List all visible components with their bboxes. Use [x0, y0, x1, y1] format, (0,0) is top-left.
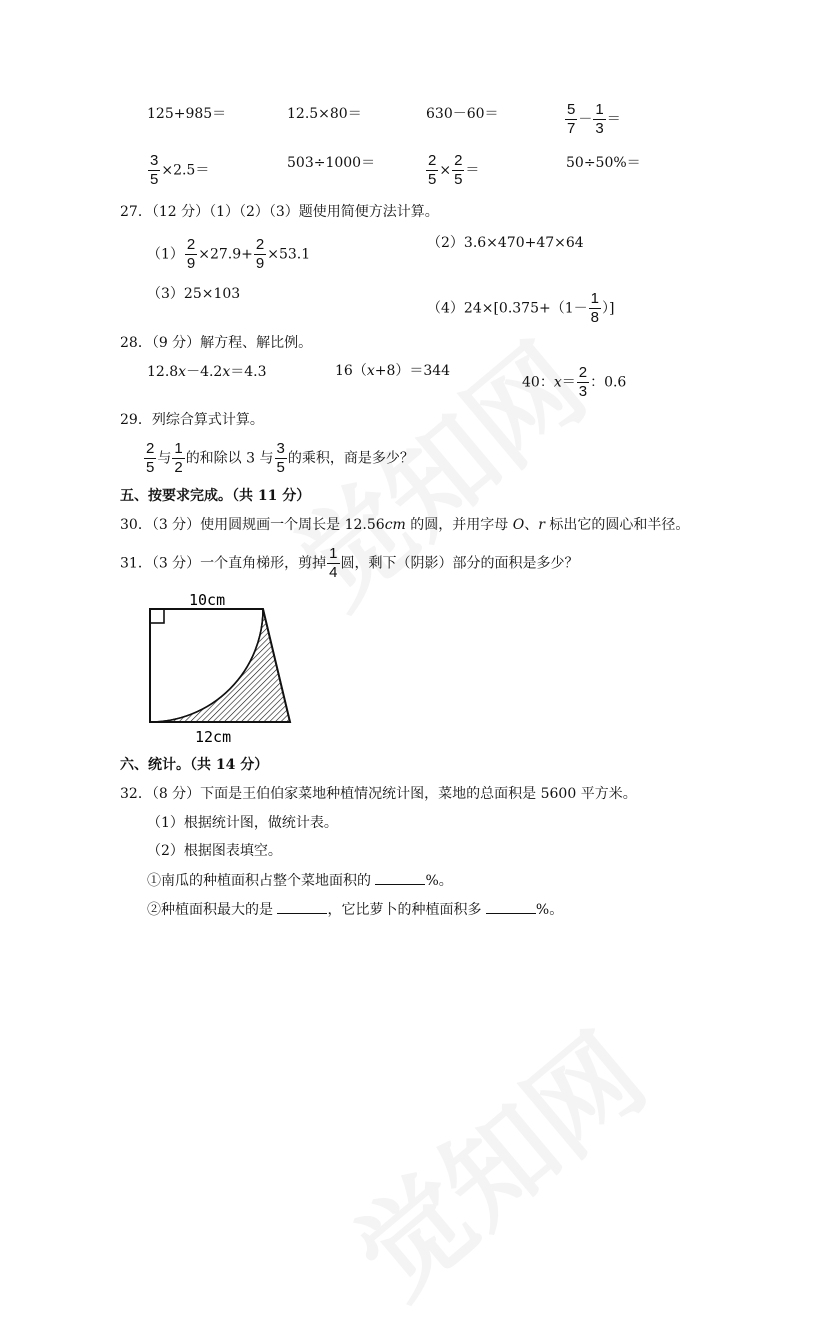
shaded-region [150, 609, 290, 722]
q32-item1: （1）根据统计图，做统计表。 [147, 815, 338, 831]
figure-bottom-label: 12cm [195, 728, 232, 746]
fraction: $\frac{1}{2}$ [174, 440, 183, 476]
calc-1: 125+985＝ [147, 106, 227, 122]
answer-blank[interactable] [375, 870, 425, 885]
q32-text: 32．（8 分）下面是王伯伯家菜地种植情况统计图，菜地的总面积是 5600 平方米。 [120, 786, 637, 802]
fraction: $\frac{2}{9}$ [186, 236, 196, 272]
answer-blank[interactable] [277, 899, 327, 914]
answer-blank[interactable] [486, 899, 536, 914]
fraction: $\frac{2}{5}$ [428, 152, 437, 188]
fraction: $\frac{3}{5}$ [276, 440, 285, 476]
q28-eq3: 40：x＝ $\frac{2}{3}$ ：0.6 [522, 364, 627, 400]
fraction: $\frac{2}{3}$ [578, 364, 588, 400]
q29-expression: $\frac{2}{5}$ 与 $\frac{1}{2}$ 的和除以 3 与 $\frac{3}{5}$ 的乘积，商是多少？ [146, 440, 414, 476]
q32-item2: （2）根据图表填空。 [147, 843, 282, 859]
fraction: $\frac{3}{5}$ [150, 152, 159, 188]
fraction: $\frac{1}{8}$ [590, 290, 599, 326]
trapezoid-figure [140, 585, 310, 750]
calc-8: 50÷50%＝ [566, 155, 641, 171]
calc-3: 630－60＝ [426, 106, 499, 122]
fraction: $\frac{1}{3}$ [595, 101, 604, 137]
q27-part1: （1） $\frac{2}{9}$ ×27.9+ $\frac{2}{9}$ ×53.1 [147, 236, 311, 272]
calc-7: $\frac{2}{5}$ × $\frac{2}{5}$ ＝ [428, 152, 480, 188]
calc-4: $\frac{5}{7}$ － $\frac{1}{3}$ ＝ [567, 101, 621, 137]
q28-eq1: 12.8x－4.2x＝4.3 [147, 364, 267, 380]
watermark-bottom [318, 992, 672, 1325]
fraction: $\frac{2}{9}$ [255, 236, 265, 272]
fraction: $\frac{2}{5}$ [454, 152, 463, 188]
right-angle-mark [150, 609, 164, 623]
section-5-heading: 五、按要求完成。（共 11 分） [120, 488, 311, 504]
calc-6: 503÷1000＝ [287, 155, 376, 171]
q31-text: 31．（3 分）一个直角梯形，剪掉 $\frac{1}{4}$ 圆，剩下（阴影）部分的面积是多少？ [120, 545, 579, 581]
calc-2: 12.5×80＝ [287, 106, 362, 122]
q27-part2: （2）3.6×470+47×64 [427, 235, 584, 251]
q27-part3: （3）25×103 [147, 286, 241, 302]
q28-title: 28．（9 分）解方程、解比例。 [120, 335, 313, 351]
q30-text: 30．（3 分）使用圆规画一个周长是 12.56cm 的圆，并用字母 O、r 标出它的圆心和半径。 [120, 517, 690, 533]
figure-top-label: 10cm [189, 591, 226, 609]
q32-fill2: ②种植面积最大的是 ，它比萝卜的种植面积多 %。 [147, 899, 563, 920]
calc-5: $\frac{3}{5}$ ×2.5＝ [150, 152, 210, 188]
fraction: $\frac{1}{4}$ [329, 545, 338, 581]
q27-part4: （4）24×[0.375+（1－ $\frac{1}{8}$ ）] [427, 290, 615, 326]
q29-title: 29．列综合算式计算。 [120, 412, 264, 428]
q28-eq2: 16（x+8）＝344 [335, 363, 451, 379]
q27-title: 27．（12 分）（1）（2）（3）题使用简便方法计算。 [120, 204, 439, 220]
fraction: $\frac{2}{5}$ [146, 440, 155, 476]
fraction: $\frac{5}{7}$ [567, 101, 576, 137]
q32-fill1: ①南瓜的种植面积占整个菜地面积的 %。 [147, 870, 453, 891]
section-6-heading: 六、统计。（共 14 分） [120, 757, 269, 773]
